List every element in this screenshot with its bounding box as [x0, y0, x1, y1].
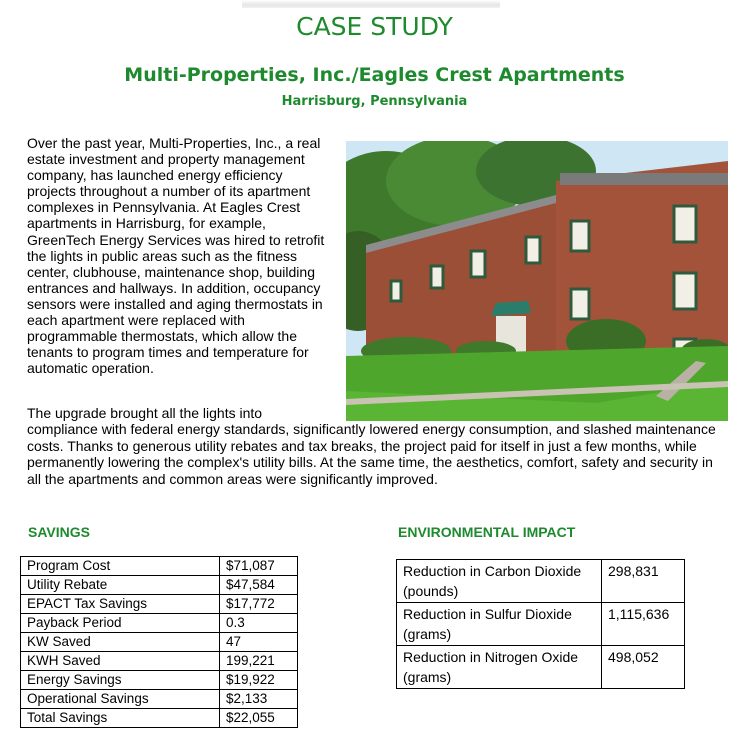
savings-row-value: $19,922 [220, 671, 298, 690]
savings-row [21, 576, 298, 595]
environmental-heading: ENVIRONMENTAL IMPACT [398, 524, 576, 540]
environmental-table [396, 559, 685, 689]
savings-row-label: Payback Period [21, 614, 220, 633]
environmental-row-label: Reduction in Nitrogen Oxide (grams) [397, 646, 602, 689]
environmental-row-value: 298,831 [602, 560, 685, 603]
environmental-row-label: Reduction in Sulfur Dioxide (grams) [397, 603, 602, 646]
savings-row-value: $2,133 [220, 690, 298, 709]
savings-row [21, 652, 298, 671]
savings-row-value: $22,055 [220, 709, 298, 728]
apartment-photo [346, 141, 728, 421]
savings-row [21, 614, 298, 633]
savings-row-label: EPACT Tax Savings [21, 595, 220, 614]
savings-row [21, 595, 298, 614]
environmental-row [397, 646, 685, 689]
environmental-row-value: 1,115,636 [602, 603, 685, 646]
savings-row-value: 47 [220, 633, 298, 652]
savings-row-label: Program Cost [21, 557, 220, 576]
savings-row-label: Energy Savings [21, 671, 220, 690]
savings-row [21, 633, 298, 652]
savings-row [21, 557, 298, 576]
environmental-row [397, 560, 685, 603]
savings-row-value: $47,584 [220, 576, 298, 595]
savings-row-value: 0.3 [220, 614, 298, 633]
savings-row-value: $17,772 [220, 595, 298, 614]
location-label: Harrisburg, Pennsylvania [281, 94, 468, 109]
top-strip [242, 0, 500, 8]
environmental-row-value: 498,052 [602, 646, 685, 689]
savings-row-label: Total Savings [21, 709, 220, 728]
savings-row [21, 690, 298, 709]
savings-table [20, 556, 298, 728]
page-title: CASE STUDY [296, 12, 453, 41]
case-study-subtitle: Multi-Properties, Inc./Eagles Crest Apartments [124, 64, 625, 86]
savings-row-value: 199,221 [220, 652, 298, 671]
environmental-row [397, 603, 685, 646]
intro-paragraph: Over the past year, Multi-Properties, Inc., a real estate investment and property management company, has launched energy efficiency projects throughout a number of its apartment complexes in Pennsylvania. At Eagles Crest apartments in Harrisburg, for example, GreenTech Energy Services was hired to retrofit the lights in public areas such as the fitness center, clubhouse, maintenance shop, building entrances and hallways. In addition, occupancy sensors were installed and aging thermostats in each apartment were replaced with programmable thermostats, which allow the tenants to program times and temperature for automatic operation. [27, 135, 325, 377]
results-paragraph-rest: compliance with federal energy standards, significantly lowered energy consumption, and slashed maintenance costs. Thanks to generous utility rebates and tax breaks, the project paid for itself in just a few months, while permanently lowering the complex's utility bills. At the same time, the aesthetics, comfort, safety and security in all the apartments and common areas were significantly improved. [27, 421, 716, 487]
savings-row [21, 709, 298, 728]
savings-row-value: $71,087 [220, 557, 298, 576]
savings-heading: SAVINGS [28, 524, 90, 540]
savings-row-label: KWH Saved [21, 652, 220, 671]
savings-row-label: Operational Savings [21, 690, 220, 709]
results-paragraph [27, 405, 727, 487]
savings-row-label: KW Saved [21, 633, 220, 652]
savings-row-label: Utility Rebate [21, 576, 220, 595]
results-paragraph-line1: The upgrade brought all the lights into [27, 405, 263, 421]
environmental-row-label: Reduction in Carbon Dioxide (pounds) [397, 560, 602, 603]
savings-row [21, 671, 298, 690]
